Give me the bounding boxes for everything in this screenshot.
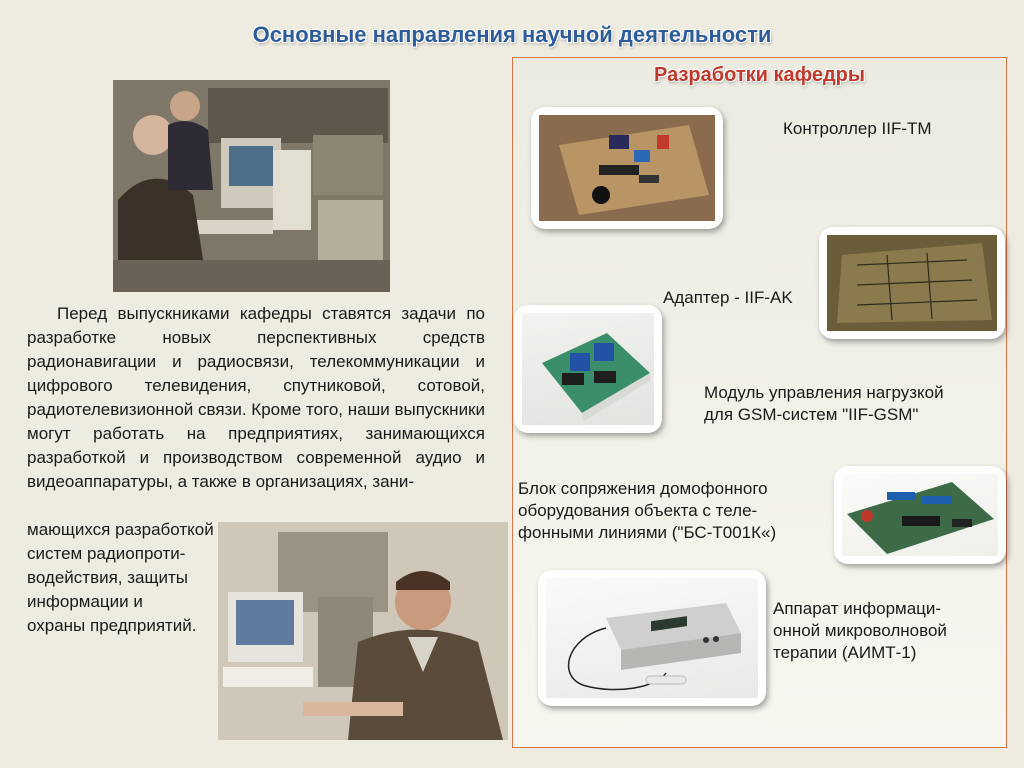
intro-paragraph-tail xyxy=(27,518,217,638)
intercom-block-label xyxy=(518,478,776,544)
gsm-module-photo xyxy=(514,305,662,433)
adapter-board xyxy=(827,235,997,331)
adapter-board-image xyxy=(827,235,997,331)
adapter-label: Адаптер - IIF-AK xyxy=(663,288,793,307)
graduate-photo xyxy=(218,522,508,740)
controller-board xyxy=(539,115,715,221)
tail-line: водействия, защиты xyxy=(27,568,188,587)
intercom-block-label-line: фонными линиями ("БС-Т001К«) xyxy=(518,523,777,542)
gsm-module-label xyxy=(704,382,944,426)
lab-photo xyxy=(113,80,390,292)
intro-paragraph xyxy=(27,302,485,494)
graduate-photo-illustration xyxy=(218,522,508,740)
intercom-block-label-line: оборудования объекта с теле- xyxy=(518,501,758,520)
intercom-block-label-line: Блок сопряжения домофонного xyxy=(518,479,768,498)
gsm-module-label-line: для GSM-систем "IIF-GSM" xyxy=(704,405,919,424)
therapy-device-label-line: онной микроволновой xyxy=(773,621,947,640)
gsm-module-label-line: Модуль управления нагрузкой xyxy=(704,383,944,402)
panel-title: Разработки кафедры xyxy=(654,64,865,86)
adapter-photo xyxy=(819,227,1005,339)
controller-board-image xyxy=(539,115,715,221)
tail-line: охраны предприятий. xyxy=(27,616,197,635)
intercom-block-board xyxy=(842,474,998,556)
intro-paragraph-text: Перед выпускниками кафедры ставятся задачи по разработке новых перспективных средств радионавигации и радиосвязи, телекоммуникации и цифрового телевидения, спутниковой, сотовой, радиотелевизионной связи. Кроме того, наши выпускники могут работать на предприятиях, занимающихся разработкой и производством современной аудио и видеоаппаратуры, а также в организациях, зани- xyxy=(27,304,485,491)
therapy-device-photo xyxy=(538,570,766,706)
gsm-module-board-image xyxy=(522,313,654,425)
intercom-block-photo xyxy=(834,466,1006,564)
therapy-device-image xyxy=(546,578,758,698)
therapy-device-label-line: терапии (АИМТ-1) xyxy=(773,643,917,662)
therapy-device-label-line: Аппарат информаци- xyxy=(773,599,942,618)
tail-line: мающихся разработкой xyxy=(27,520,214,539)
therapy-device-label xyxy=(773,598,983,664)
page-title: Основные направления научной деятельности xyxy=(252,22,772,47)
lab-photo-illustration xyxy=(113,80,390,292)
therapy-device-image-area xyxy=(546,578,758,698)
tail-line: систем радиопроти- xyxy=(27,544,186,563)
tail-line: информации и xyxy=(27,592,143,611)
controller-photo xyxy=(531,107,723,229)
controller-label: Контроллер IIF-TM xyxy=(783,119,932,138)
intercom-block-board-image xyxy=(842,474,998,556)
gsm-module-board xyxy=(522,313,654,425)
